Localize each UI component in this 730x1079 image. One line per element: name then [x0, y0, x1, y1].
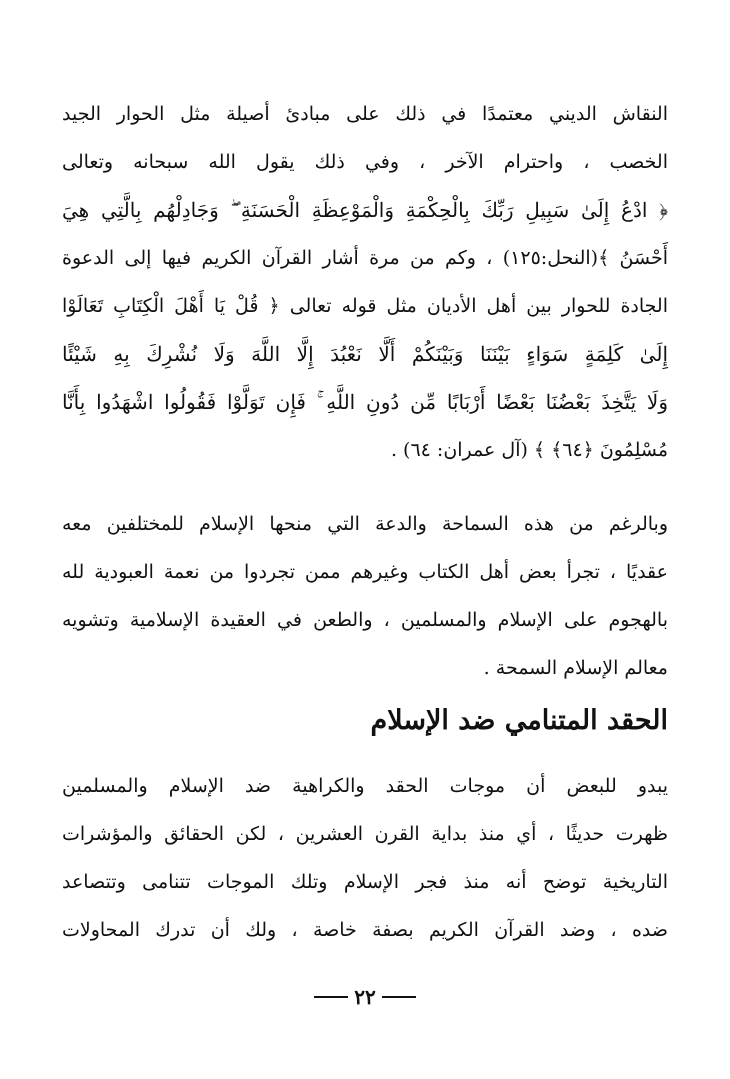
text-line: الخصب ، واحترام الآخر ، وفي ذلك يقول الله سبحانه وتعالى — [62, 151, 668, 173]
section-heading: الحقد المتنامي ضد الإسلام — [370, 705, 668, 736]
text-line: عقديًا ، تجرأ بعض أهل الكتاب وغيرهم ممن تجردوا من نعمة العبودية لله — [62, 561, 668, 583]
text-line: يبدو للبعض أن موجات الحقد والكراهية ضد الإسلام والمسلمين — [62, 775, 668, 797]
quran-verse-line: ﴿ ادْعُ إِلَىٰ سَبِيلِ رَبِّكَ بِالْحِكْمَةِ وَالْمَوْعِظَةِ الْحَسَنَةِ ۖ وَجَادِلْهُم بِالَّتِي هِيَ — [62, 198, 668, 222]
text-line: ضده ، وضد القرآن الكريم بصفة خاصة ، ولك أن تدرك المحاولات — [62, 919, 668, 941]
text-line: النقاش الديني معتمدًا في ذلك على مبادئ أصيلة مثل الحوار الجيد — [62, 103, 668, 125]
footer-rule-right — [382, 996, 416, 998]
text-line: بالهجوم على الإسلام والمسلمين ، والطعن في العقيدة الإسلامية وتشويه — [62, 609, 668, 631]
text-line: وبالرغم من هذه السماحة والدعة التي منحها الإسلام للمختلفين معه — [62, 513, 668, 535]
text-line: التاريخية توضح أنه منذ فجر الإسلام وتلك الموجات تتنامى وتتصاعد — [62, 871, 668, 893]
text-line: مُسْلِمُونَ ﴿٦٤﴾ ﴾ (آل عمران: ٦٤) . — [390, 439, 668, 461]
footer-rule-left — [314, 996, 348, 998]
text-line: الجادة للحوار بين أهل الأديان مثل قوله تعالى ﴿ قُلْ يَا أَهْلَ الْكِتَابِ تَعَالَوْا — [62, 295, 668, 317]
quran-verse-line: إِلَىٰ كَلِمَةٍ سَوَاءٍ بَيْنَنَا وَبَيْنَكُمْ أَلَّا نَعْبُدَ إِلَّا اللَّهَ وَلَا نُشْرِكَ بِهِ شَيْئًا — [62, 342, 668, 366]
text-line: معالم الإسلام السمحة . — [483, 657, 668, 679]
paragraph-growing-hatred — [62, 762, 668, 954]
paragraph-quran-dialogue — [62, 90, 668, 474]
paragraph-tolerance — [62, 500, 668, 692]
page-number: ٢٢ — [354, 985, 376, 1009]
text-line: ظهرت حديثًا ، أي منذ بداية القرن العشرين ، لكن الحقائق والمؤشرات — [62, 823, 668, 845]
quran-verse-line: وَلَا يَتَّخِذَ بَعْضُنَا بَعْضًا أَرْبَابًا مِّن دُونِ اللَّهِ ۚ فَإِن تَوَلَّوْا فَقُولُوا اشْهَدُوا بِأَنَّا — [62, 390, 668, 414]
text-line: أَحْسَنُ ﴾(النحل:١٢٥) ، وكم من مرة أشار القرآن الكريم فيها إلى الدعوة — [62, 247, 668, 269]
page-footer — [0, 982, 730, 1012]
